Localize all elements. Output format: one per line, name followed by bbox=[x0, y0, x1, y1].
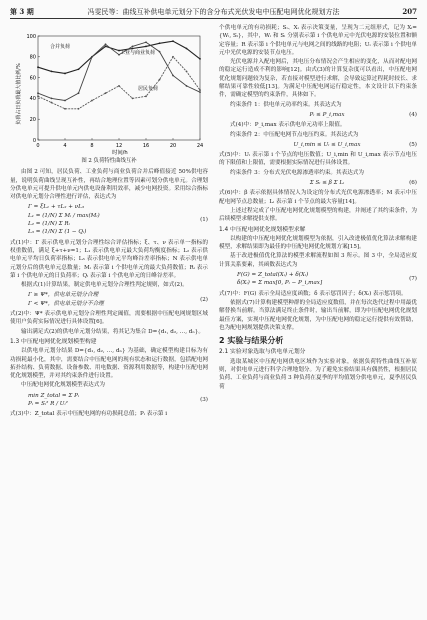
series-3-point bbox=[118, 85, 120, 87]
paragraph: 个供电单元的有功损耗；Sᵢ、Xᵢ 表示决策变量，呈现为二元组形式，记为 Xᵢ={Wᵢ, Sᵢ}，其中，Wᵢ 和 Sᵢ 分别表示第 i 个供电单元中光伏电源的安装位置和额定容量；R 表示第 i 个供电单元与电网之间的线路的电阻；Uᵢ 表示第 i 个供电单元中光伏电源的安装节点电压。 bbox=[219, 25, 417, 56]
series-2-point bbox=[91, 56, 93, 58]
series-3-point bbox=[105, 92, 107, 94]
series-3-point bbox=[132, 98, 134, 100]
figure-2 bbox=[10, 24, 208, 156]
series-2-point bbox=[186, 85, 188, 87]
x-tick-label: 16 bbox=[142, 143, 150, 149]
x-tick-label: 8 bbox=[90, 143, 94, 149]
running-title: 冯雯民等：曲线互补供电单元划分下的含分布式光伏发电中压配电网优化规划方法 bbox=[87, 8, 340, 16]
right-column bbox=[219, 24, 417, 392]
x-tick-label: 4 bbox=[63, 143, 67, 149]
series-3-point bbox=[159, 79, 161, 81]
figure-caption: 图 2 负荷特性曲线互补 bbox=[81, 158, 137, 164]
series-2-point bbox=[64, 100, 66, 102]
equation-line: Pᵢ ≤ P_i,max bbox=[309, 111, 345, 118]
running-header bbox=[10, 6, 417, 19]
series-2-point bbox=[132, 46, 134, 48]
section-heading: 1.4 中压配电网优化规划模型求解 bbox=[219, 226, 306, 233]
series-1-point bbox=[64, 73, 66, 75]
section-heading-main: 2 实验与结果分析 bbox=[219, 336, 284, 346]
equation-number: (6) bbox=[409, 180, 417, 187]
paragraph: 式(7)中：F(G) 表示全局适应度函数；δ 表示惩罚因子；δ(Xᵢ) 表示惩罚项。 bbox=[219, 290, 407, 297]
equation-2 bbox=[10, 291, 208, 308]
series-3-point bbox=[64, 108, 66, 110]
paragraph: 式(4)中：P_i,max 表示供电单元功率上限值。 bbox=[230, 122, 346, 129]
series-1-point bbox=[132, 48, 134, 50]
paragraph: 依据式(7)计算构建模型种群的全局适应度数值，并在每次迭代过程中用最优解替换当前解。当算法满足终止条件时，输出当前解，即为中压配电网优化规划最佳方案，实现中压配电网优化规划，为中压配电网的稳定运行提供有效帮助，也为配电网规划提供决策支撑。 bbox=[219, 299, 417, 331]
plot-frame bbox=[38, 36, 200, 140]
series-1-point bbox=[118, 50, 120, 52]
y-axis-label: 负荷占日负荷最大值比例/% bbox=[16, 63, 22, 125]
paragraph: 输出满足式(2)的供电单元划分结果，将其记为集合 D={d₁, d₂, …, dₙ}。 bbox=[21, 328, 204, 335]
left-column bbox=[10, 24, 208, 420]
x-axis-label: 时间/h bbox=[112, 150, 128, 156]
series-1-point bbox=[199, 58, 201, 60]
series-1-point bbox=[172, 40, 174, 42]
paragraph: 式(5)中：Uᵢ 表示第 i 个节点的电压数值；U_i,min 和 U_i,max 表示节点电压的下限值和上限值，需要根据实际情况进行具体设置。 bbox=[219, 152, 417, 167]
equation-line: Σ Sᵢ ≤ β Σ Lᵢ bbox=[309, 180, 345, 187]
equation-line: Γ = ξL₁ + τL₂ + νL₃ bbox=[28, 204, 85, 211]
equation-number: (3) bbox=[200, 396, 208, 403]
y-tick-label: 80 bbox=[29, 54, 36, 61]
series-2-point bbox=[118, 54, 120, 56]
series-3-point bbox=[145, 95, 147, 97]
x-tick-label: 0 bbox=[36, 143, 40, 149]
series-2-point bbox=[159, 51, 161, 53]
series-3-point bbox=[91, 100, 93, 102]
equation-line: Γ ≥ Ψ*，供电单元划分合理 bbox=[28, 292, 99, 299]
series-1-point bbox=[78, 68, 80, 70]
equation-1 bbox=[10, 203, 208, 236]
equation-line: F(G) = Z_total(Xᵢ) + δ(Xᵢ) bbox=[237, 272, 309, 279]
y-tick-label: 60 bbox=[29, 75, 36, 82]
paragraph: 以构建的中压配电网优化规划模型为依据，引入改进极值优化算法求解构建模型，求解结果即为最佳的中压配电网优化规划方案[15]。 bbox=[219, 235, 417, 251]
y-tick-label: 100 bbox=[26, 33, 36, 40]
series-2-point bbox=[37, 92, 39, 94]
equation-6 bbox=[219, 179, 417, 187]
paragraph: 由图 2 可知，居民负荷、工业负荷与商业负荷合并后峰值接近 50%供电容量，说明负荷曲线呈现互补性，再结合地理位置等因素可划分供电单元。合理划分供电单元可提升供电单元内供电设备利用效率，减少电网投资。采用综合指标对供电单元划分合理性进行评估，表达式为 bbox=[10, 169, 208, 201]
series-3-point bbox=[51, 102, 53, 104]
y-tick-label: 40 bbox=[29, 96, 36, 103]
equation-5 bbox=[219, 141, 417, 149]
paragraph: 根据式(1)计算结果，制定供电单元划分合理性判定规则，如式(2)。 bbox=[21, 282, 188, 289]
equation-4 bbox=[219, 111, 417, 119]
equation-line: Pᵢ = Sᵢ² R / Uᵢ² bbox=[28, 401, 68, 408]
series-3-point bbox=[78, 108, 80, 110]
series-1-point bbox=[105, 46, 107, 48]
load-curve-chart bbox=[10, 24, 208, 156]
section-heading: 2.1 实验对象选取与供电单元划分 bbox=[219, 349, 306, 356]
equation-line: δ(Xᵢ) = Σ max[0, Pᵢ − P_i,max] bbox=[237, 280, 323, 287]
series-2-point bbox=[145, 41, 147, 43]
paragraph: 上述过程完成了中压配电网优化规划模型的构建，并阐述了其约束条件，为后续模型求解提供支撑。 bbox=[219, 207, 417, 223]
series-2-point bbox=[105, 43, 107, 45]
label-industrial-load: 工业与商业负荷 bbox=[120, 50, 156, 56]
equation-line: min Z_total = Σ Pᵢ bbox=[28, 392, 80, 399]
equation-3 bbox=[10, 392, 208, 409]
equation-number: (1) bbox=[200, 216, 208, 223]
series-1-point bbox=[186, 48, 188, 50]
paragraph: 式(3)中：Z_total 表示中压配电网的有功损耗总值；Pᵢ 表示第 i bbox=[10, 411, 168, 418]
label-combined-load: 合并负荷 bbox=[50, 44, 71, 50]
label-residential-load: 居民负荷 bbox=[138, 86, 159, 92]
paragraph: 约束条件 2：中压配电网节点电压约束。其表达式为 bbox=[230, 131, 359, 138]
series-1-point bbox=[159, 42, 161, 44]
section-heading: 1.3 中压配电网优化规划模型构建 bbox=[10, 338, 97, 345]
y-tick-label: 0 bbox=[32, 137, 36, 144]
paragraph: 式(1)中：Γ 表示供电单元划分合理性综合评估指标；ξ、τ、ν 表示单一指标的权重数值，满足 ξ+τ+ν=1；L₁ 表示供电单元最大负荷均衡度指标；L₂ 表示供电单元平均日负荷率指标；L₃ 表示供电单元平均峰谷差率指标；N 表示供电单元划分后的供电单元总数量；Mᵢ 表示第 i 个供电单元的最大负荷数值；Rᵢ 表示第 i 个供电单元的日负荷率；Qᵢ 表示第 i 个供电单元的日峰谷差率。 bbox=[10, 239, 208, 279]
paragraph: 选取某城区中压配电网供电区域作为实验对象，依据负荷特性曲线互补原则，对供电单元进行科学合理地划分。为了避免实验结果具有偶然性，根据居民负荷、工业负荷与商业负荷 3 种负荷在夏季的平均值划分供电单元，夏季居民负荷 bbox=[219, 358, 417, 390]
equation-7 bbox=[219, 271, 417, 288]
series-2-point bbox=[172, 75, 174, 77]
x-tick-label: 24 bbox=[196, 143, 204, 149]
equation-number: (5) bbox=[409, 141, 417, 148]
series-2-point bbox=[78, 92, 80, 94]
equation-line: U_i,min ≤ Uᵢ ≤ U_i,max bbox=[293, 141, 361, 148]
series-3-point bbox=[199, 89, 201, 91]
series-1-point bbox=[145, 46, 147, 48]
paragraph: 约束条件 1：供电单元功率约束。其表达式为 bbox=[230, 101, 342, 108]
series-3-point bbox=[186, 70, 188, 72]
issue-number: 第 3 期 bbox=[10, 7, 34, 16]
paragraph: 式(6)中：β 表示依据具体情况人为设定的分布式光伏电源渗透率；M 表示中压配电网节点总数量；Lᵢ 表示第 i 个节点的最大容量[14]。 bbox=[219, 190, 417, 205]
paragraph: 以供电单元划分结果 D={d₁, d₂, …, dₙ} 为基础，确定模型构建目标为有功损耗最小化，其中，需要结合中压配电网的现有状态和运行数据，包括配电网拓扑结构、负荷数据、设备参数、用电数据、资源利用数据等，构建中压配电网优化规划模型，并对其约束条件进行设置。 bbox=[10, 348, 208, 380]
equation-number: (7) bbox=[409, 276, 417, 283]
paragraph: 式(2)中：Ψ* 表示供电单元划分合理性判定阈值，需要根据中压配电网规划区域使用户负荷实际情况进行具体设置[6]。 bbox=[10, 311, 208, 326]
series-3-point bbox=[172, 56, 174, 58]
series-1-point bbox=[51, 70, 53, 72]
equation-number: (2) bbox=[200, 296, 208, 303]
paragraph: 中压配电网优化规划模型表达式为 bbox=[21, 382, 105, 389]
equation-line: Γ < Ψ*，供电单元划分不合理 bbox=[28, 300, 104, 307]
series-3-point bbox=[37, 95, 39, 97]
x-tick-label: 20 bbox=[169, 143, 177, 149]
equation-line: L₂ = (1/N) Σ Rᵢ bbox=[28, 221, 70, 228]
series-2-point bbox=[51, 98, 53, 100]
x-tick-label: 12 bbox=[115, 143, 123, 149]
series-1-point bbox=[37, 66, 39, 68]
paragraph: 光伏电源并入配电网后，其电压分布情况会产生相应的变化，从而对配电网的稳定运行造成不利的影响[12]。由式(3)的计算复杂度可以看出，中压配电网优化规划问题较为复杂，若直接对模型进行求解，会导致运算过程耗时较长、求解结果可靠性较低[13]。为满足中压配电网运行稳定性，本文设计以下约束条件，需确定模型的约束条件，具体如下。 bbox=[219, 59, 417, 99]
page-number: 207 bbox=[402, 7, 417, 16]
series-line-3 bbox=[38, 57, 200, 109]
equation-line: L₃ = (1/N) Σ (1 − Qᵢ) bbox=[28, 229, 87, 236]
equation-line: L₁ = (1/N) Σ Mᵢ / max(Mᵢ) bbox=[28, 212, 100, 219]
equation-number: (4) bbox=[409, 111, 417, 118]
series-2-point bbox=[199, 91, 201, 93]
paragraph: 约束条件 3：分布式光伏电源渗透率约束。其表达式为 bbox=[230, 169, 364, 176]
y-tick-label: 20 bbox=[29, 117, 36, 123]
paragraph: 基于改进极值优化算法的模型求解流程如图 3 所示。图 3 中，全局适应度计算关系要素，其函数表达式为 bbox=[219, 253, 417, 268]
